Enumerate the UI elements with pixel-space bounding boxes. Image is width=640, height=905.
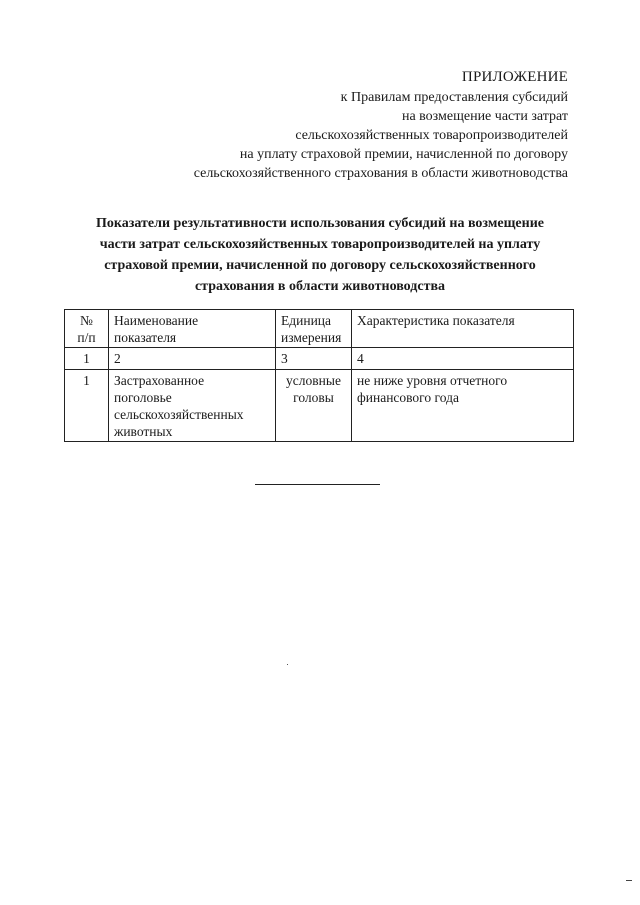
appendix-line: к Правилам предоставления субсидий [340,90,568,105]
header-name-line: Наименование [114,313,199,328]
title-line: страховой премии, начисленной по договору сельскохозяйственного [104,258,536,273]
row-num: 1 [65,370,109,442]
row-desc [352,370,574,442]
indicators-table [64,309,574,442]
appendix-line: сельскохозяйственных товаропроизводителей [295,128,568,143]
title-line: страхования в области животноводства [194,279,446,294]
column-number: 1 [65,348,109,370]
closing-divider [255,484,380,485]
scan-edge-mark [626,880,632,881]
appendix-line: сельскохозяйственного страхования в области животноводства [193,166,568,181]
row-name-line: поголовье [114,390,172,405]
header-name [109,310,276,348]
header-num [65,310,109,348]
column-number: 3 [276,348,352,370]
title-line: Показатели результативности использования субсидий на возмещение [96,216,544,231]
appendix-heading: ПРИЛОЖЕНИЕ [461,69,568,85]
appendix-line: на уплату страховой премии, начисленной по договору [239,147,568,162]
row-desc-line: финансового года [357,390,459,405]
appendix-block [194,68,568,183]
row-unit-line: условные [286,373,341,388]
header-unit-line: Единица [281,313,332,328]
title-line: части затрат сельскохозяйственных товаропроизводителей на уплату [99,237,541,252]
header-num-line: п/п [77,330,96,345]
row-name-line: сельскохозяйственных [114,407,244,422]
row-name-line: Застрахованное [114,373,205,388]
column-number-row [65,348,574,370]
row-unit [276,370,352,442]
column-number: 4 [352,348,574,370]
header-unit-line: измерения [281,330,342,345]
appendix-line: на возмещение части затрат [401,109,568,124]
header-desc [352,310,574,348]
header-num-line: № [80,313,93,328]
row-desc-line: не ниже уровня отчетного [357,373,508,388]
table-header-row [65,310,574,348]
column-number: 2 [109,348,276,370]
header-desc-line: Характеристика показателя [357,313,515,328]
scan-speck [287,664,288,665]
table-row [65,370,574,442]
row-name-line: животных [114,424,173,439]
document-title [60,213,580,297]
row-unit-line: головы [293,390,334,405]
header-unit [276,310,352,348]
header-name-line: показателя [114,330,177,345]
row-name [109,370,276,442]
